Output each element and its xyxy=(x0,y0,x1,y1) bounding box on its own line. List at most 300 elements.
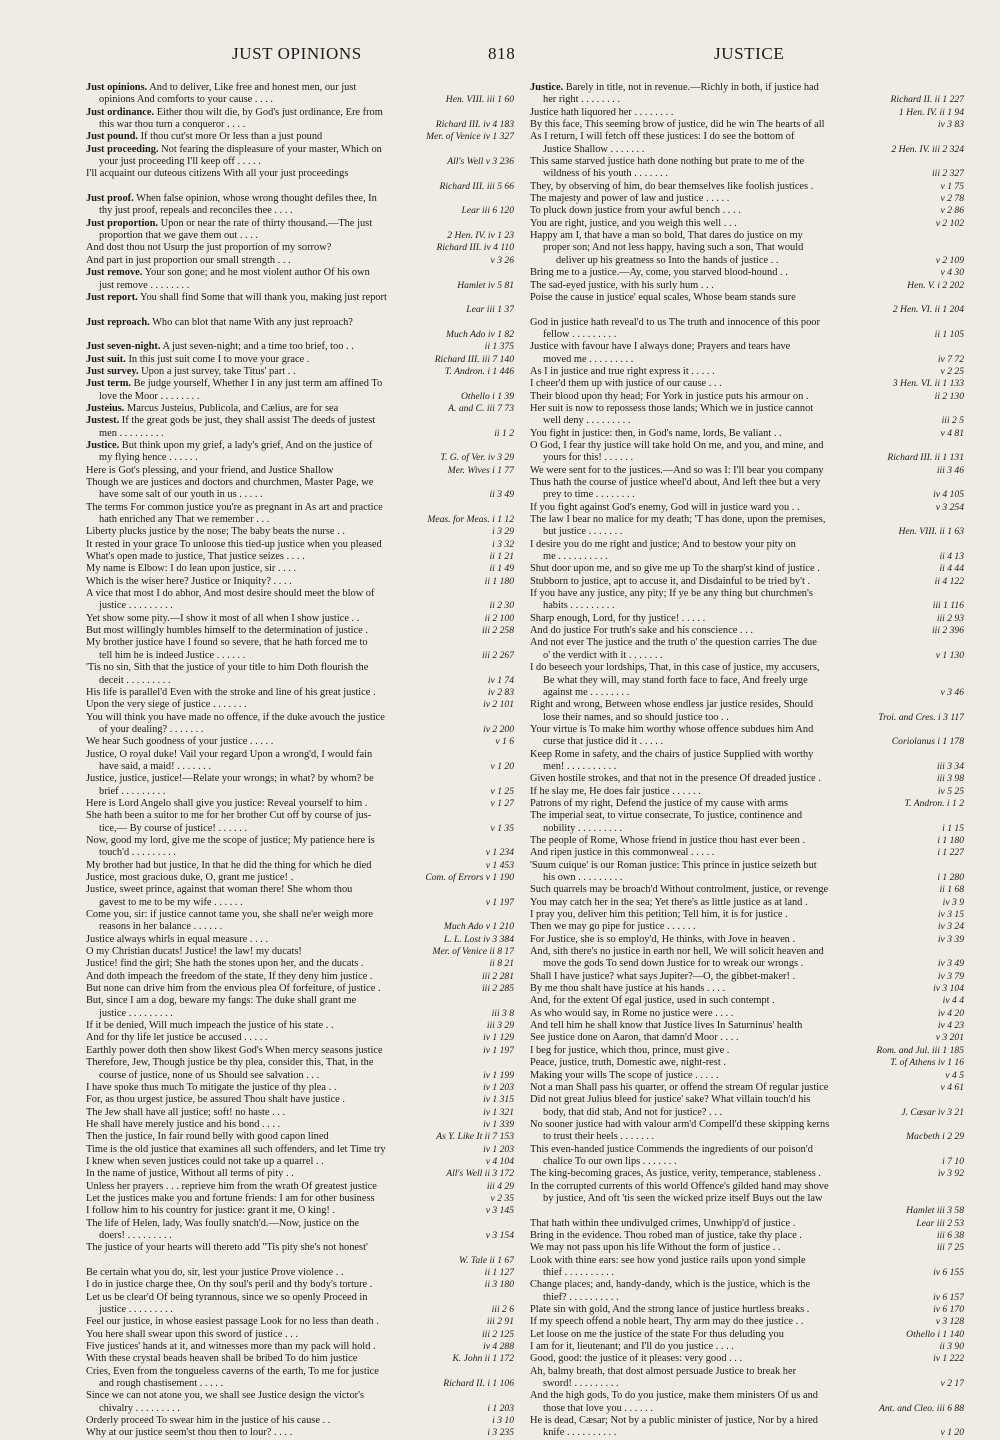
concordance-line xyxy=(86,341,514,353)
quotation-text: Change places; and, handy-dandy, which is the justice, which is the xyxy=(530,1279,811,1291)
concordance-line xyxy=(86,1279,514,1291)
concordance-line xyxy=(86,576,514,588)
concordance-line xyxy=(86,1082,514,1094)
concordance-line xyxy=(530,1279,964,1291)
quotation-text: The Jew shall have all justice; soft! no haste . . . xyxy=(86,1106,286,1118)
headword: Just term. xyxy=(86,378,132,390)
play-reference: v 3 254 xyxy=(933,502,964,514)
play-reference: v 1 75 xyxy=(938,181,964,193)
quotation-text: move the gods To send down Justice for to wreak our wrongs . xyxy=(543,958,804,970)
quotation-text: With these crystal beads heaven shall be bribed To do him justice xyxy=(86,1353,358,1365)
quotation-text: Just proof. When false opinion, whose wrong thought defiles thee, In xyxy=(86,193,377,205)
concordance-line xyxy=(530,1415,964,1427)
concordance-line xyxy=(530,1366,964,1378)
quotation-text: Justeius. Marcus Justeius, Publicola, and Cælius, are for sea xyxy=(86,402,339,414)
quotation-text: It rested in your grace To unloose this tied-up justice when you pleased xyxy=(86,538,382,550)
concordance-line xyxy=(530,502,964,514)
play-reference: iv 2 200 xyxy=(480,724,514,736)
concordance-line xyxy=(530,699,964,711)
quotation-text: course of justice, none of us Should see salvation . . . xyxy=(99,1069,320,1081)
concordance-line xyxy=(530,218,964,230)
quotation-text: The imperial seat, to virtue consecrate, To justice, continence and xyxy=(530,810,803,822)
play-reference: v 3 26 xyxy=(488,255,514,267)
quotation-text: Keep Rome in safety, and the chairs of justice Supplied with worthy xyxy=(530,748,814,760)
play-reference: i 1 227 xyxy=(934,847,964,859)
play-reference: iii 3 34 xyxy=(934,761,964,773)
quotation-text: proper son; And not less happy, having such a son, That would xyxy=(543,242,804,254)
quotation-text: Justice. Barely in title, not in revenue.—Richly in both, if justice had xyxy=(530,82,819,93)
play-reference: v 3 154 xyxy=(483,1230,514,1242)
concordance-line xyxy=(530,1230,964,1242)
play-reference: 3 Hen. VI. ii 1 133 xyxy=(890,378,964,390)
play-reference: iii 6 38 xyxy=(934,1230,964,1242)
quotation-text: This same starved justice hath done nothing but prate to me of the xyxy=(530,156,805,168)
quotation-text: Yet show some pity.—I show it most of all when I show justice . . xyxy=(86,612,360,624)
concordance-line xyxy=(86,995,514,1007)
play-reference: W. Tale ii 1 67 xyxy=(456,1255,514,1267)
concordance-line xyxy=(530,1057,964,1069)
play-reference: iv 2 83 xyxy=(485,687,514,699)
play-reference: Othello i 1 39 xyxy=(458,391,514,403)
quotation-text: I follow him to his country for justice: grant it me, O king! . xyxy=(86,1205,336,1217)
play-reference: Hen. VIII. iii 1 60 xyxy=(443,94,514,106)
play-reference: 2 Hen. IV. iv 1 23 xyxy=(444,230,514,242)
concordance-line xyxy=(530,1181,964,1193)
concordance-line xyxy=(86,1119,514,1131)
quotation-text: Justice always whirls in equal measure . . . . xyxy=(86,933,269,945)
concordance-line xyxy=(530,983,964,995)
concordance-line xyxy=(530,1020,964,1032)
play-reference: Richard II. ii 1 227 xyxy=(888,94,964,106)
headword: Just proof. xyxy=(86,193,134,205)
play-reference: ii 1 105 xyxy=(932,329,964,341)
play-reference: iii 4 29 xyxy=(484,1181,514,1193)
quotation-text: Then the justice, In fair round belly with good capon lined xyxy=(86,1131,329,1143)
headword: Justice. xyxy=(530,82,564,93)
quotation-text: curse that justice did it . . . . . xyxy=(543,736,664,748)
concordance-line xyxy=(530,354,964,366)
quotation-text: Let the justices make you and fortune friends: I am for other business xyxy=(86,1192,375,1204)
quotation-text: Just ordinance. Either thou wilt die, by God's just ordinance, Ere from xyxy=(86,106,383,118)
quotation-text: reasons in her balance . . . . . . xyxy=(99,921,223,933)
concordance-line xyxy=(86,749,514,761)
concordance-line xyxy=(86,1144,514,1156)
concordance-line xyxy=(530,1267,964,1279)
concordance-line xyxy=(86,1292,514,1304)
concordance-line xyxy=(86,403,514,415)
quotation-text: body, that did stab, And not for justice? . . . xyxy=(543,1106,723,1118)
quotation-text: Look with thine ears: see how yond justice rails upon yond simple xyxy=(530,1254,806,1266)
concordance-line xyxy=(530,958,964,970)
quotation-text: Here is Lord Angelo shall give you justice: Reveal yourself to him . xyxy=(86,797,368,809)
concordance-line xyxy=(86,1181,514,1193)
concordance-line xyxy=(86,724,514,736)
quotation-text: have some salt of our youth in us . . . . . xyxy=(99,489,263,501)
play-reference: v 1 35 xyxy=(488,823,514,835)
concordance-line xyxy=(530,1032,964,1044)
concordance-line xyxy=(86,428,514,440)
quotation-text: gavest to me to be my wife . . . . . . xyxy=(99,896,243,908)
quotation-text: We were sent for to the justices.—And so was I: I'll bear you company xyxy=(530,464,824,476)
quotation-text: But none can drive him from the envious plea Of forfeiture, of justice . xyxy=(86,983,381,995)
concordance-line xyxy=(530,724,964,736)
concordance-line xyxy=(530,749,964,761)
quotation-text: prey to time . . . . . . . . xyxy=(543,489,635,501)
concordance-line xyxy=(86,613,514,625)
quotation-text: chalice To our own lips . . . . . . . xyxy=(543,1155,677,1167)
quotation-text: Upon the very siege of justice . . . . . . . xyxy=(86,699,247,711)
play-reference: Othello i 1 140 xyxy=(903,1329,964,1341)
quotation-text: If it be denied, Will much impeach the justice of his state . . xyxy=(86,1020,334,1032)
quotation-text: by justice, And oft 'tis seen the wicked prize itself Buys out the law xyxy=(543,1192,823,1204)
concordance-line xyxy=(530,1070,964,1082)
concordance-line xyxy=(530,242,964,254)
play-reference: i 1 280 xyxy=(934,872,964,884)
concordance-line xyxy=(86,1242,514,1254)
quotation-text: Did not great Julius bleed for justice' sake? What villain touch'd his xyxy=(530,1094,811,1106)
quotation-text: As I return, I will fetch off these justices: I do see the bottom of xyxy=(530,131,795,143)
concordance-line xyxy=(86,94,514,106)
play-reference: v 1 20 xyxy=(488,761,514,773)
quotation-text: Come you, sir: if justice cannot tame you, she shall ne'er weigh more xyxy=(86,909,373,921)
concordance-line xyxy=(530,563,964,575)
concordance-line xyxy=(86,1403,514,1415)
concordance-line xyxy=(86,1267,514,1279)
concordance-line xyxy=(86,872,514,884)
concordance-line xyxy=(86,181,514,193)
quotation-text: The justice of your hearts will thereto add ''Tis pity she's not honest' xyxy=(86,1242,368,1254)
play-reference: v 2 102 xyxy=(933,218,964,230)
quotation-text: wildness of his youth . . . . . . . xyxy=(543,168,668,180)
quotation-text: deceit . . . . . . . . . xyxy=(99,674,171,686)
quotation-text: I beg for justice, which thou, prince, must give . xyxy=(530,1044,730,1056)
concordance-line xyxy=(530,662,964,674)
quotation-text: Why at our justice seem'st thou then to lour? . . . . xyxy=(86,1427,293,1439)
play-reference: iv 4 288 xyxy=(480,1341,514,1353)
quotation-text: Be what they will, may stand forth face to face, And freely urge xyxy=(543,674,808,686)
quotation-text: To pluck down justice from your awful bench . . . . xyxy=(530,205,741,217)
quotation-text: fellow . . . . . . . . . xyxy=(543,328,617,340)
quotation-text: thief . . . . . . . . . . xyxy=(543,1267,614,1278)
quotation-text: Justice, most gracious duke, O, grant me justice! . xyxy=(86,872,294,883)
quotation-text: nobility . . . . . . . . . xyxy=(543,822,623,834)
play-reference: ii 4 44 xyxy=(936,563,964,575)
quotation-text: My brother justice have I found so severe, that he hath forced me to xyxy=(86,637,368,649)
concordance-line xyxy=(530,280,964,292)
concordance-line xyxy=(530,514,964,526)
quotation-text: Stubborn to justice, apt to accuse it, and Disdainful to be tried by't . xyxy=(530,575,811,587)
quotation-text: Five justices' hands at it, and witnesses more than my pack will hold . xyxy=(86,1341,376,1353)
quotation-text: justice . . . . . . . . . xyxy=(99,600,173,612)
concordance-line xyxy=(530,909,964,921)
concordance-line xyxy=(86,897,514,909)
quotation-text: I am for it, lieutenant; and I'll do you justice . . . . xyxy=(530,1341,734,1353)
concordance-line xyxy=(86,1107,514,1119)
concordance-line xyxy=(86,452,514,464)
concordance-line xyxy=(86,292,514,304)
headword: Just report. xyxy=(86,291,138,303)
play-reference: v 4 81 xyxy=(938,428,964,440)
play-reference: iii 3 98 xyxy=(934,773,964,785)
concordance-line xyxy=(530,761,964,773)
concordance-line xyxy=(86,786,514,798)
concordance-line xyxy=(530,736,964,748)
quotation-text: justice . . . . . . . . . xyxy=(99,1007,173,1019)
play-reference: Lear iii 6 120 xyxy=(458,205,514,217)
concordance-line xyxy=(86,242,514,254)
quotation-text: And doth impeach the freedom of the state, If they deny him justice . xyxy=(86,970,373,982)
concordance-line xyxy=(86,205,514,217)
headword: Justest. xyxy=(86,415,120,427)
quotation-text: Though we are justices and doctors and churchmen, Master Page, we xyxy=(86,477,374,488)
play-reference: Troi. and Cres. i 3 117 xyxy=(875,712,964,724)
concordance-line xyxy=(530,712,964,724)
play-reference: iii 2 93 xyxy=(934,613,964,625)
quotation-text: Feel our justice, in whose easiest passage Look for no less than death . xyxy=(86,1316,379,1328)
quotation-text: He is dead, Cæsar; Not by a public minister of justice, Nor by a hired xyxy=(530,1415,818,1427)
concordance-line xyxy=(86,687,514,699)
concordance-line xyxy=(86,823,514,835)
play-reference: Richard II. i 1 106 xyxy=(440,1378,514,1390)
running-header xyxy=(0,44,1000,74)
headword: Just survey. xyxy=(86,365,139,377)
concordance-line xyxy=(86,637,514,649)
concordance-line xyxy=(86,1094,514,1106)
concordance-line xyxy=(530,119,964,131)
quotation-text: Poise the cause in justice' equal scales, Whose beam stands sure xyxy=(530,291,796,303)
concordance-line xyxy=(530,1255,964,1267)
right-column xyxy=(530,82,964,1439)
quotation-text: If he slay me, He does fair justice . . . . . . xyxy=(530,785,701,797)
play-reference: iv 3 104 xyxy=(930,983,964,995)
quotation-text: And not ever The justice and the truth o' the question carries The due xyxy=(530,637,817,649)
quotation-text: Since we can not atone you, we shall see Justice design the victor's xyxy=(86,1390,365,1402)
concordance-line xyxy=(86,304,514,316)
concordance-line xyxy=(530,835,964,847)
quotation-text: If my speech offend a noble heart, Thy arm may do thee justice . . xyxy=(530,1316,804,1328)
concordance-line xyxy=(86,884,514,896)
concordance-line xyxy=(530,1378,964,1390)
play-reference: i 3 32 xyxy=(489,539,514,551)
concordance-line xyxy=(86,539,514,551)
play-reference: Richard III. iv 4 110 xyxy=(433,242,514,254)
concordance-line xyxy=(86,156,514,168)
quotation-text: Ah, balmy breath, that dost almost persuade Justice to break her xyxy=(530,1365,797,1377)
concordance-line xyxy=(86,563,514,575)
concordance-line xyxy=(530,823,964,835)
play-reference: Richard III. iii 5 66 xyxy=(436,181,514,193)
concordance-line xyxy=(530,1353,964,1365)
concordance-line xyxy=(86,440,514,452)
play-reference: v 1 197 xyxy=(483,897,514,909)
play-reference: Coriolanus i 1 178 xyxy=(889,736,964,748)
concordance-line xyxy=(530,1168,964,1180)
quotation-text: Justest. If the great gods be just, they shall assist The deeds of justest xyxy=(86,415,376,427)
quotation-text: Shut door upon me, and so give me up To the sharp'st kind of justice . xyxy=(530,563,820,575)
quotation-text: You are right, justice, and you weigh this well . . . xyxy=(530,217,737,229)
quotation-text: well deny . . . . . . . . . xyxy=(543,415,631,427)
concordance-line xyxy=(530,884,964,896)
play-reference: Rom. and Jul. iii 1 185 xyxy=(873,1045,964,1057)
concordance-line xyxy=(86,218,514,230)
quotation-text: Plate sin with gold, And the strong lance of justice hurtless breaks . xyxy=(530,1304,810,1316)
quotation-text: Justice with favour have I always done; Prayers and tears have xyxy=(530,341,791,353)
quotation-text: chivalry . . . . . . . . . xyxy=(99,1402,180,1414)
play-reference: iv 1 199 xyxy=(480,1070,514,1082)
concordance-line xyxy=(530,131,964,143)
quotation-text: Let us be clear'd Of being tyrannous, since we so openly Proceed in xyxy=(86,1291,368,1303)
concordance-line xyxy=(530,1045,964,1057)
quotation-text: God in justice hath reveal'd to us The truth and innocence of this poor xyxy=(530,316,820,328)
play-reference: 2 Hen. VI. ii 1 204 xyxy=(890,304,964,316)
quotation-text: justice . . . . . . . . . xyxy=(99,1304,173,1316)
quotation-text: I do in justice charge thee, On thy soul's peril and thy body's torture . xyxy=(86,1279,373,1291)
quotation-text: Just proceeding. Not fearing the displeasure of your master, Which on xyxy=(86,143,382,155)
play-reference: Mer. of Venice ii 8 17 xyxy=(429,946,514,958)
quotation-text: I'll acquaint our duteous citizens With all your just proceedings xyxy=(86,168,349,180)
quotation-text: of your dealing? . . . . . . . xyxy=(99,723,204,735)
concordance-line xyxy=(530,1156,964,1168)
quotation-text: The majesty and power of law and justice . . . . . xyxy=(530,193,730,205)
quotation-text: Her suit is now to repossess those lands; Which we in justice cannot xyxy=(530,402,814,414)
concordance-line xyxy=(86,255,514,267)
quotation-text: Let loose on me the justice of the state For thus deluding you xyxy=(530,1328,784,1340)
concordance-line xyxy=(530,971,964,983)
play-reference: v 1 130 xyxy=(933,650,964,662)
concordance-line xyxy=(530,1082,964,1094)
play-reference: iii 7 25 xyxy=(934,1242,964,1254)
quotation-text: And tell him he shall know that Justice lives In Saturninus' health xyxy=(530,1020,803,1032)
play-reference: iv 7 72 xyxy=(935,354,964,366)
quotation-text: to trust their heels . . . . . . . xyxy=(543,1131,655,1143)
play-reference: v 2 86 xyxy=(938,205,964,217)
concordance-line xyxy=(530,1193,964,1205)
concordance-line xyxy=(530,1242,964,1254)
concordance-line xyxy=(530,403,964,415)
concordance-line xyxy=(530,1304,964,1316)
concordance-line xyxy=(86,317,514,329)
quotation-text: Time is the old justice that examines all such offenders, and let Time try xyxy=(86,1143,386,1155)
quotation-text: Shall I have justice? what says Jupiter?—O, the gibbet-maker! . xyxy=(530,970,796,982)
concordance-line xyxy=(86,1329,514,1341)
quotation-text: If you have any justice, any pity; If ye be any thing but churchmen's xyxy=(530,588,813,600)
concordance-line xyxy=(530,1218,964,1230)
play-reference: v 2 35 xyxy=(488,1193,514,1205)
concordance-line xyxy=(530,1390,964,1402)
concordance-line xyxy=(530,860,964,872)
quotation-text: Justice, O royal duke! Vail your regard Upon a wrong'd, I would fain xyxy=(86,748,373,760)
play-reference: v 1 6 xyxy=(492,736,514,748)
concordance-line xyxy=(86,675,514,687)
play-reference: i 1 180 xyxy=(934,835,964,847)
play-reference: iv 6 157 xyxy=(930,1292,964,1304)
play-reference: ii 3 180 xyxy=(482,1279,514,1291)
quotation-text: me . . . . . . . . . . xyxy=(543,551,608,563)
concordance-line xyxy=(530,1131,964,1143)
concordance-line xyxy=(86,921,514,933)
quotation-text: I pray you, deliver him this petition; Tell him, it is for justice . xyxy=(530,909,788,921)
concordance-line xyxy=(86,1205,514,1217)
play-reference: iii 2 5 xyxy=(939,415,964,427)
concordance-line xyxy=(530,292,964,304)
concordance-line xyxy=(86,1045,514,1057)
page-number: 818 xyxy=(488,44,516,63)
quotation-text: Justice Shallow . . . . . . . xyxy=(543,143,645,155)
quotation-text: The people of Rome, Whose friend in justice thou hast ever been . xyxy=(530,834,806,846)
concordance-line xyxy=(530,847,964,859)
quotation-text: I knew when seven justices could not take up a quarrel . . xyxy=(86,1155,324,1167)
concordance-line xyxy=(86,860,514,872)
play-reference: ii 1 21 xyxy=(486,551,514,563)
quotation-text: He shall have merely justice and his bond . . . . xyxy=(86,1118,281,1130)
quotation-text: In the corrupted currents of this world Offence's gilded hand may shove xyxy=(530,1180,829,1192)
quotation-text: O God, I fear thy justice will take hold On me, and you, and mine, and xyxy=(530,439,824,451)
concordance-line xyxy=(86,193,514,205)
concordance-line xyxy=(86,1218,514,1230)
concordance-line xyxy=(530,304,964,316)
concordance-line xyxy=(86,761,514,773)
concordance-line xyxy=(86,1070,514,1082)
concordance-line xyxy=(86,378,514,390)
quotation-text: I do beseech your lordships, That, in this case of justice, my accusers, xyxy=(530,662,820,674)
quotation-text: have said, a maid! . . . . . . . xyxy=(99,760,211,772)
quotation-text: His life is parallel'd Even with the stroke and line of his great justice . xyxy=(86,686,376,698)
quotation-text: love the Moor . . . . . . . . xyxy=(99,390,200,402)
play-reference: iii 2 91 xyxy=(484,1316,514,1328)
header-left-word: JUST OPINIONS xyxy=(232,44,362,63)
concordance-line xyxy=(530,872,964,884)
headword: Just reproach. xyxy=(86,316,150,328)
play-reference: v 1 20 xyxy=(938,1427,964,1439)
concordance-line xyxy=(86,280,514,292)
quotation-text: Earthly power doth then show likest God's When mercy seasons justice xyxy=(86,1044,383,1056)
quotation-text: proportion that we gave them out . . . . xyxy=(99,230,258,242)
quotation-text: Now, good my lord, give me the scope of justice; My patience here is xyxy=(86,834,375,846)
play-reference: Richard III. iv 4 183 xyxy=(433,119,514,131)
concordance-line xyxy=(530,1107,964,1119)
quotation-text: Just opinions. And to deliver, Like free and honest men, our just xyxy=(86,82,357,93)
concordance-line xyxy=(530,576,964,588)
play-reference: ii 1 180 xyxy=(482,576,514,588)
play-reference: iv 3 24 xyxy=(935,921,964,933)
play-reference: iv 1 197 xyxy=(480,1045,514,1057)
play-reference: iii 2 125 xyxy=(479,1329,514,1341)
concordance-line xyxy=(530,1316,964,1328)
concordance-line xyxy=(86,168,514,180)
quotation-text: And, for the extent Of egal justice, used in such contempt . xyxy=(530,995,775,1007)
concordance-line xyxy=(86,1304,514,1316)
play-reference: v 1 234 xyxy=(483,847,514,859)
concordance-line xyxy=(530,613,964,625)
concordance-line xyxy=(530,1341,964,1353)
concordance-line xyxy=(530,934,964,946)
play-reference: Richard III. ii 1 131 xyxy=(884,452,964,464)
quotation-text: The terms For common justice you're as pregnant in As art and practice xyxy=(86,501,383,513)
quotation-text: My name is Elbow: I do lean upon justice, sir . . . . xyxy=(86,563,297,575)
quotation-text: Orderly proceed To swear him in the justice of his cause . . xyxy=(86,1415,331,1427)
quotation-text: Be certain what you do, sir, lest your justice Prove violence . . xyxy=(86,1267,344,1278)
play-reference: ii 2 100 xyxy=(482,613,514,625)
concordance-line xyxy=(86,551,514,563)
play-reference: iv 1 321 xyxy=(480,1107,514,1119)
play-reference: iii 2 6 xyxy=(489,1304,514,1316)
quotation-text: Just suit. In this just suit come I to move your grace . xyxy=(86,353,310,365)
quotation-text: Just survey. Upon a just survey, take Titus' part . . xyxy=(86,365,296,377)
headword: Justice. xyxy=(86,439,120,451)
concordance-line xyxy=(86,1156,514,1168)
concordance-line xyxy=(530,1427,964,1439)
concordance-line xyxy=(530,1205,964,1217)
